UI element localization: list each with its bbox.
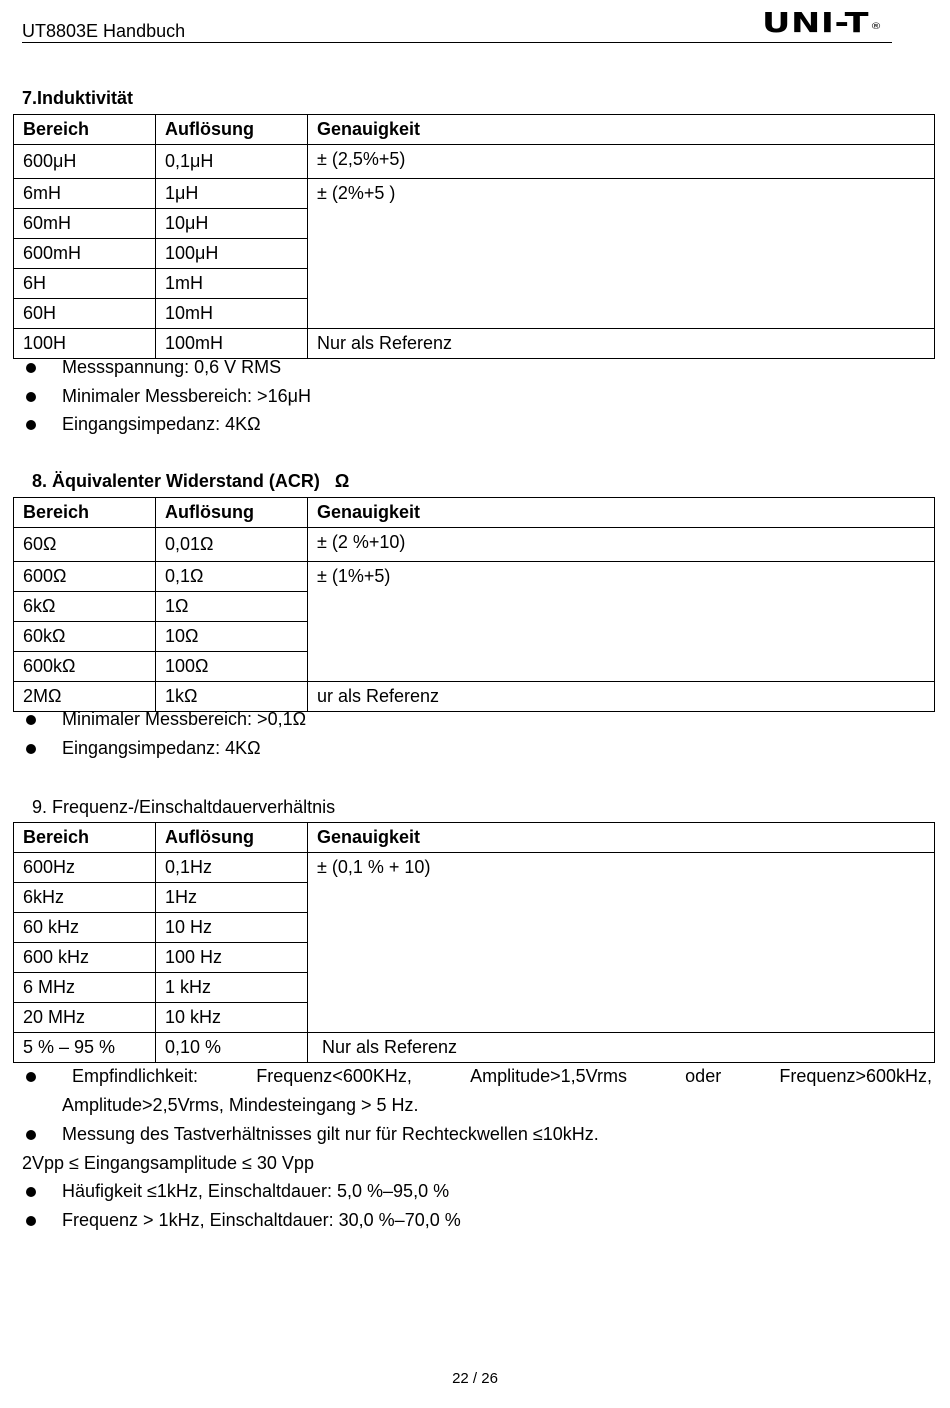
range-cell: 6H [14,269,156,299]
header-range: Bereich [14,823,156,853]
header-resolution: Auflösung [156,115,308,145]
note-text: Häufigkeit ≤1kHz, Einschaltdauer: 5,0 %–95,0 % [62,1181,450,1201]
bullet-icon [26,715,36,725]
note-text: Eingangsimpedanz: 4KΩ [62,414,261,434]
resolution-cell: 100 Hz [156,943,308,973]
note-text: Frequenz>600kHz, [779,1066,932,1086]
resolution-cell: 1 kHz [156,973,308,1003]
range-cell: 600mH [14,239,156,269]
note-text: 2Vpp ≤ Eingangsamplitude ≤ 30 Vpp [22,1152,314,1173]
note-text: Frequenz > 1kHz, Einschaltdauer: 30,0 %–70,0 % [62,1209,461,1230]
resolution-cell: 100Ω [156,652,308,682]
note-text: Frequenz<600KHz, [256,1066,412,1086]
range-cell: 60Ω [14,528,156,562]
range-cell: 5 % – 95 % [14,1033,156,1063]
table-row [14,1033,935,1063]
inductance-section-title: 7.Induktivität [22,88,134,108]
inductance-table [13,114,935,359]
acr-notes [22,705,932,762]
resolution-cell: 10mH [156,299,308,329]
range-cell: 600Hz [14,853,156,883]
table-row [14,562,935,592]
frequency-section-title: 9. Frequenz-/Einschaltdauerverhältnis [32,797,336,817]
range-cell: 2MΩ [14,682,156,712]
resolution-cell: 0,1μH [156,145,308,179]
resolution-cell: 10 Hz [156,913,308,943]
page-header [22,6,892,43]
header-resolution: Auflösung [156,498,308,528]
list-item [22,1149,932,1178]
acr-section-title: 8. Äquivalenter Widerstand (ACR) Ω [32,471,350,491]
resolution-cell: 10 kHz [156,1003,308,1033]
bullet-icon [26,1130,36,1140]
list-item [22,410,932,439]
frequency-table [13,822,935,1063]
range-cell: 6 MHz [14,973,156,1003]
bullet-icon [26,392,36,402]
header-accuracy: Genauigkeit [308,823,935,853]
note-text: Messung des Tastverhältnisses gilt nur für Rechteckwellen ≤10kHz. [62,1124,599,1144]
range-cell: 60mH [14,209,156,239]
sensitivity-line [62,1062,932,1091]
header-range: Bereich [14,115,156,145]
range-cell: 60 kHz [14,913,156,943]
note-text: Eingangsimpedanz: 4KΩ [62,737,261,758]
header-range: Bereich [14,498,156,528]
table-header-row [14,115,935,145]
resolution-cell: 1mH [156,269,308,299]
header-resolution: Auflösung [156,823,308,853]
bullet-icon [26,1187,36,1197]
accuracy-cell: Nur als Referenz [308,1033,935,1063]
resolution-cell: 1kΩ [156,682,308,712]
list-item [22,1206,932,1235]
note-text: Empfindlichkeit: [72,1066,199,1086]
resolution-cell: 1Hz [156,883,308,913]
resolution-cell: 0,1Ω [156,562,308,592]
resolution-cell: 100mH [156,329,308,359]
header-accuracy: Genauigkeit [308,115,935,145]
accuracy-cell: ± (2 %+10) [308,528,935,562]
bullet-icon [26,420,36,430]
range-cell: 600Ω [14,562,156,592]
list-item [22,353,932,382]
accuracy-cell: ± (0,1 % + 10) [308,853,935,1033]
resolution-cell: 100μH [156,239,308,269]
note-text: Messspannung: 0,6 V RMS [62,357,282,377]
accuracy-cell: ± (2%+5 ) [308,179,935,329]
range-cell: 20 MHz [14,1003,156,1033]
header-accuracy: Genauigkeit [308,498,935,528]
range-cell: 6kHz [14,883,156,913]
document-title: UT8803E Handbuch [22,21,186,41]
resolution-cell: 1Ω [156,592,308,622]
sensitivity-line-2: Amplitude>2,5Vrms, Mindesteingang > 5 Hz. [62,1095,419,1115]
bullet-icon [26,363,36,373]
table-header-row [14,823,935,853]
range-cell: 60kΩ [14,622,156,652]
table-row [14,853,935,883]
bullet-icon [26,744,36,754]
table-header-row [14,498,935,528]
inductance-notes [22,353,932,439]
bullet-icon [26,1072,36,1082]
accuracy-cell: Nur als Referenz [308,329,935,359]
accuracy-cell: ± (2,5%+5) [308,145,935,179]
unit-logo [762,6,882,39]
range-cell: 100H [14,329,156,359]
bullet-icon [26,1216,36,1226]
list-item [22,382,932,411]
list-item [22,1177,932,1206]
range-cell: 60H [14,299,156,329]
resolution-cell: 0,1Hz [156,853,308,883]
list-item [22,705,932,734]
note-text: Minimaler Messbereich: >16μH [62,385,311,406]
logo-registered: ® [870,22,882,32]
page-number: 22 / 26 [452,1370,498,1387]
resolution-cell: 10Ω [156,622,308,652]
list-item [22,1120,932,1149]
range-cell: 6mH [14,179,156,209]
note-text: oder [685,1066,722,1086]
resolution-cell: 10μH [156,209,308,239]
resolution-cell: 0,10 % [156,1033,308,1063]
table-row [14,145,935,179]
note-text: Minimaler Messbereich: >0,1Ω [62,709,307,729]
logo-text: UNI-T [761,6,869,39]
list-item [22,1062,932,1120]
resolution-cell: 0,01Ω [156,528,308,562]
accuracy-cell: ur als Referenz [308,682,935,712]
accuracy-cell: ± (1%+5) [308,562,935,682]
range-cell: 6kΩ [14,592,156,622]
resolution-cell: 1μH [156,179,308,209]
table-row [14,528,935,562]
range-cell: 600 kHz [14,943,156,973]
list-item [22,734,932,763]
frequency-notes [22,1062,932,1234]
range-cell: 600kΩ [14,652,156,682]
range-cell: 600μH [14,145,156,179]
table-row [14,179,935,209]
acr-table [13,497,935,712]
note-text: Amplitude>1,5Vrms [470,1066,627,1086]
